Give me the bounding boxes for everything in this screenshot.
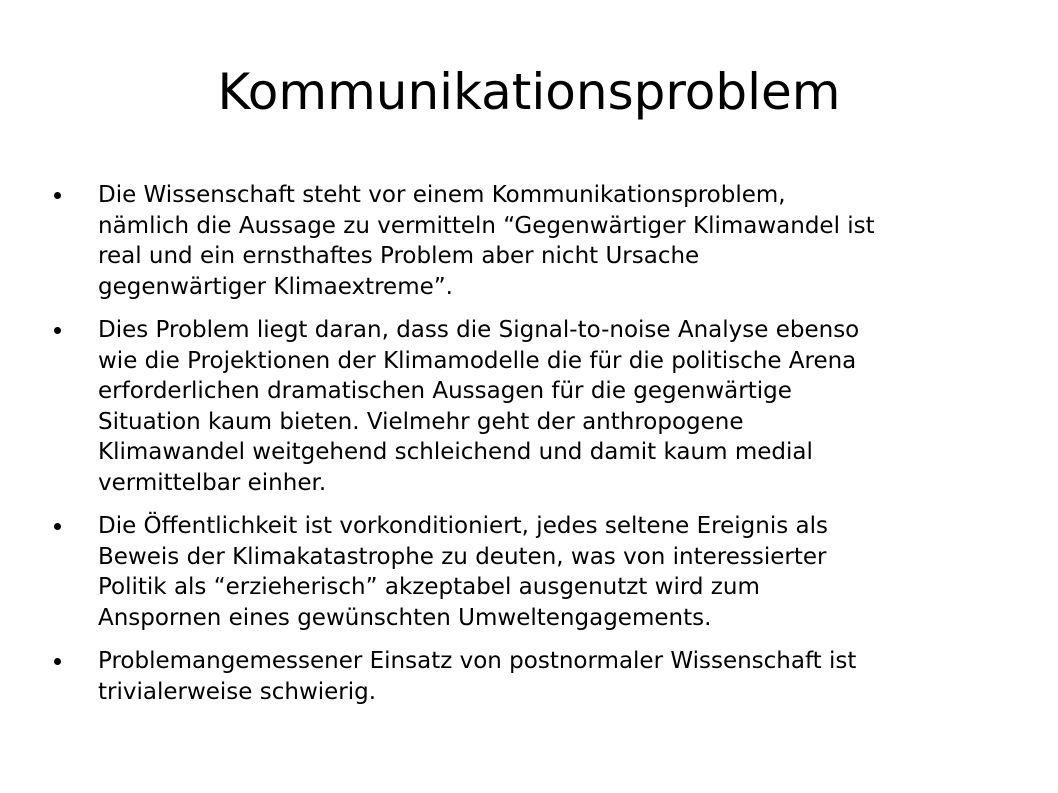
bullet-text bbox=[98, 180, 1020, 302]
bullet-line: Politik als “erzieherisch” akzeptabel ausgenutzt wird zum bbox=[98, 574, 760, 600]
bullet-item bbox=[40, 646, 1020, 707]
bullet-text bbox=[98, 315, 1020, 498]
bullet-line: Die Wissenschaft steht vor einem Kommunikationsproblem, bbox=[98, 182, 786, 208]
bullet-line: Beweis der Klimakatastrophe zu deuten, was von interessierter bbox=[98, 543, 827, 570]
bullet-item bbox=[40, 511, 1020, 633]
bullet-line: Die Öffentlichkeit ist vorkonditioniert, jedes seltene Ereignis als bbox=[98, 513, 828, 539]
bullet-list bbox=[40, 180, 1020, 720]
bullet-line: gegenwärtiger Klimaextreme”. bbox=[98, 273, 453, 300]
bullet-line: Anspornen eines gewünschten Umweltengagements. bbox=[98, 604, 712, 631]
bullet-line: nämlich die Aussage zu vermitteln “Gegenwärtiger Klimawandel ist bbox=[98, 212, 875, 239]
bullet-line: real und ein ernsthaftes Problem aber nicht Ursache bbox=[98, 243, 700, 269]
bullet-text bbox=[98, 646, 1020, 707]
bullet-dot-icon bbox=[54, 327, 61, 334]
bullet-dot-icon bbox=[54, 192, 61, 199]
bullet-line: Dies Problem liegt daran, dass die Signal-to-noise Analyse ebenso bbox=[98, 317, 860, 343]
bullet-line: wie die Projektionen der Klimamodelle die für die politische Arena bbox=[98, 347, 857, 374]
bullet-text bbox=[98, 511, 1020, 633]
slide-title: Kommunikationsproblem bbox=[217, 63, 841, 121]
bullet-line: Klimawandel weitgehend schleichend und damit kaum medial bbox=[98, 439, 813, 465]
bullet-item bbox=[40, 315, 1020, 498]
bullet-line: trivialerweise schwierig. bbox=[98, 678, 377, 705]
bullet-line: vermittelbar einher. bbox=[98, 469, 327, 496]
bullet-item bbox=[40, 180, 1020, 302]
bullet-dot-icon bbox=[54, 523, 61, 530]
bullet-line: Situation kaum bieten. Vielmehr geht der anthropogene bbox=[98, 408, 744, 435]
bullet-line: erforderlichen dramatischen Aussagen für die gegenwärtige bbox=[98, 378, 792, 404]
bullet-dot-icon bbox=[54, 658, 61, 665]
bullet-line: Problemangemessener Einsatz von postnormaler Wissenschaft ist bbox=[98, 648, 857, 674]
